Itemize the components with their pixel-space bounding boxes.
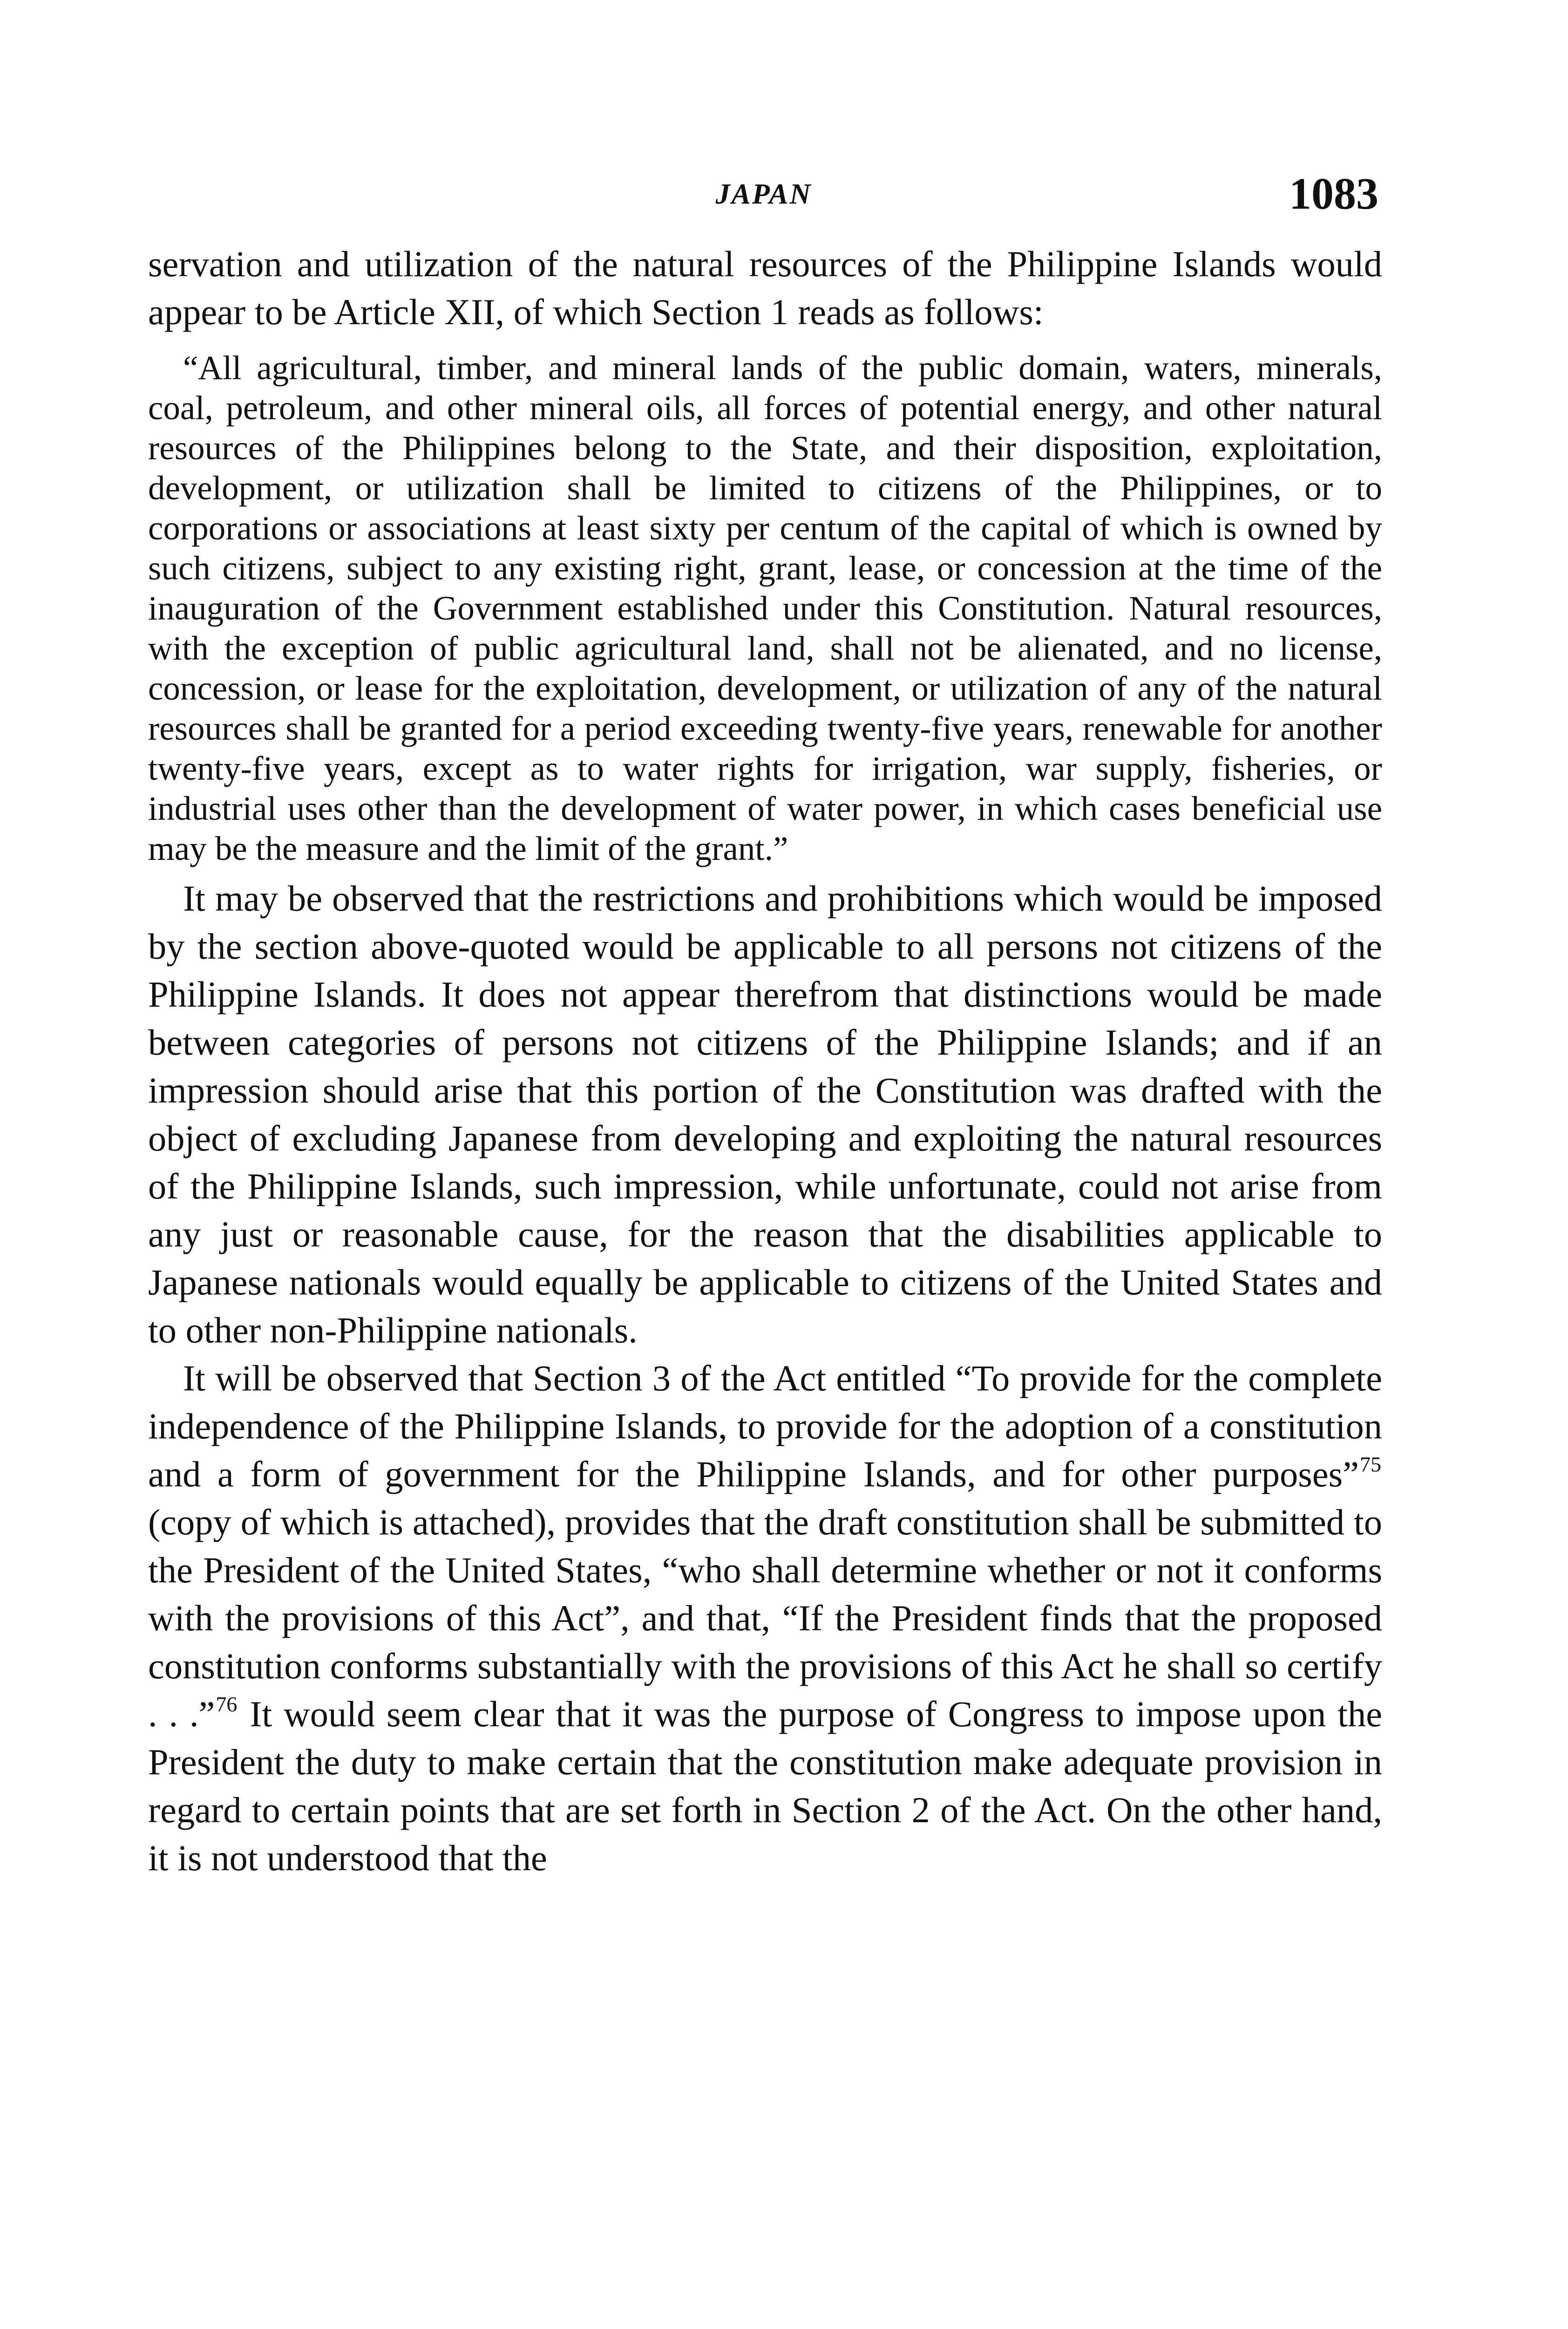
running-head: JAPAN xyxy=(715,178,812,210)
footnote-reference-75[interactable]: 75 xyxy=(1360,1452,1381,1476)
page-number: 1083 xyxy=(1289,169,1378,218)
body-text xyxy=(148,240,1382,1882)
paragraph-section-3 xyxy=(148,1354,1382,1882)
paragraph-restrictions: It may be observed that the restrictions and prohibitions which would be imposed by the section above-quoted would be applicable to all persons not citizens of the Philippine Islands. It does not appear therefrom that distinctions would be made between categories of persons not citizens of the Philippine Islands; and if an impression should arise that this portion of the Constitution was drafted with the object of excluding Japanese from developing and exploiting the natural resources of the Philippine Islands, such impression, while unfortunate, could not arise from any just or reasonable cause, for the reason that the disabilities applicable to Japanese nationals would equally be applicable to citizens of the United States and to other non-Philippine nationals. xyxy=(148,878,1382,1350)
paragraph-section-3-part-a: It will be observed that Section 3 of the Act entitled “To provide for the complete independence of the Philippine Islands, to provide for the adoption of a constitution and a form of government for the Philippine Islands, and for other purposes” xyxy=(148,1358,1382,1494)
block-quote-article-xii: “All agricultural, timber, and mineral lands of the public domain, waters, minerals, coal, petroleum, and other mineral oils, all forces of potential energy, and other natural resources of the Philippines belong to the State, and their disposition, exploitation, development, or utilization shall be limited to citizens of the Philippines, or to corporations or associations at least sixty per centum of the capital of which is owned by such citizens, subject to any existing right, grant, lease, or concession at the time of the inauguration of the Government established under this Constitution. Natural resources, with the exception of public agricultural land, shall not be alienated, and no license, concession, or lease for the exploitation, development, or utilization of any of the natural resources shall be granted for a period exceeding twenty-five years, renewable for another twenty-five years, except as to water rights for irrigation, war supply, fisheries, or industrial uses other than the development of water power, in which cases beneficial use may be the measure and the limit of the grant.” xyxy=(148,349,1382,867)
paragraph-section-3-part-c: It would seem clear that it was the purpose of Congress to impose upon the President the duty to make certain that the constitution make adequate provision in regard to certain points that are set forth in Section 2 of the Act. On the other hand, it is not understood that the xyxy=(148,1694,1383,1878)
page-header xyxy=(149,168,1378,219)
paragraph-continuation: servation and utilization of the natural resources of the Philippine Islands would appear to be Article XII, of which Section 1 reads as follows: xyxy=(148,244,1382,332)
footnote-reference-76[interactable]: 76 xyxy=(216,1692,238,1716)
paragraph-section-3-part-b: (copy of which is attached), provides that the draft constitution shall be submitted to the President of the United States, “who shall determine whether or not it conforms with the provisions of this Act”, and that, “If the President finds that the proposed constitution conforms substantially with the provisions of this Act he shall so certify . . .” xyxy=(148,1502,1382,1734)
